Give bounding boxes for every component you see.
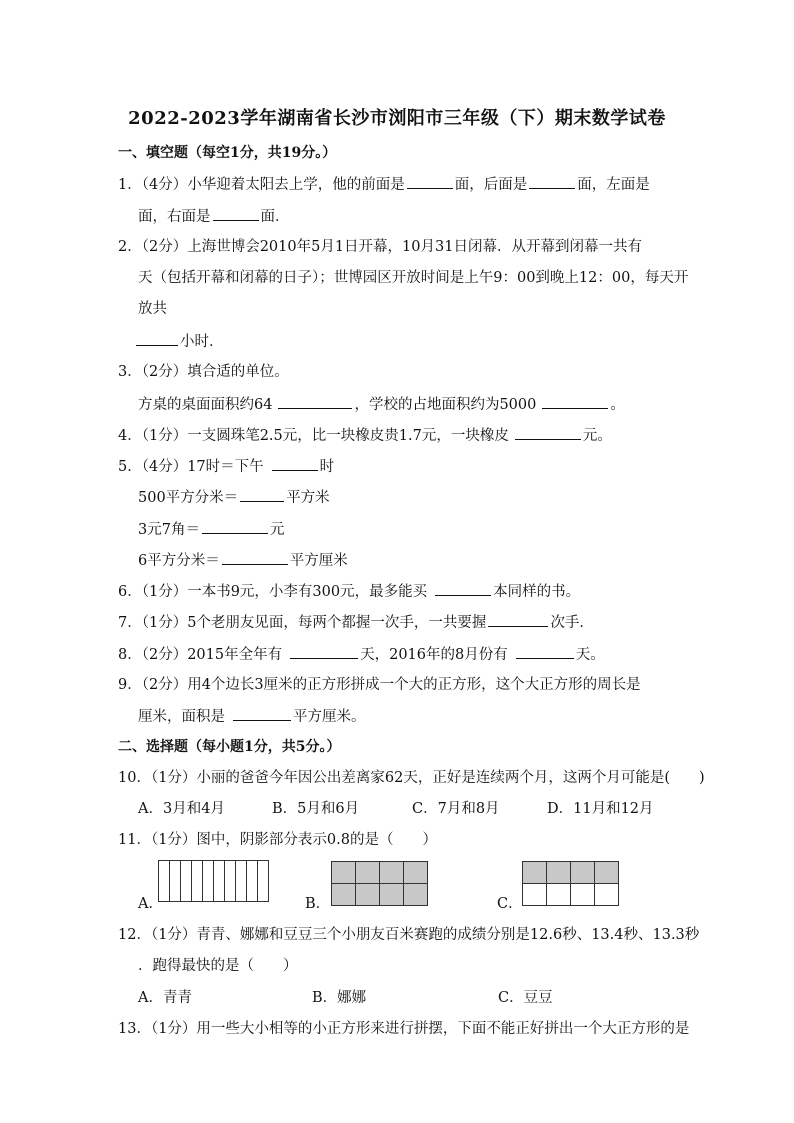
q8-text-b: 天，2016年的8月份有 (360, 647, 508, 663)
q5-text-a: 5．（4分）17时＝下午 (118, 459, 264, 475)
q11-figure-a[interactable] (159, 861, 269, 902)
q12-option-b[interactable]: B．娜娜 (312, 990, 367, 1006)
q6-blank-books[interactable] (435, 580, 491, 596)
question-7 (118, 611, 594, 634)
q5-blank-yuan[interactable] (202, 518, 268, 534)
q11-c-cell-empty (570, 883, 595, 906)
q3-blank-table-unit[interactable] (278, 393, 352, 409)
q9-text-b: 平方厘米。 (293, 709, 366, 725)
q1-text-c: 面，左面是 (577, 177, 650, 193)
question-2-line-3: 放共 (138, 301, 167, 317)
q11-b-cell-shaded (331, 883, 356, 906)
question-6 (118, 580, 580, 603)
q1-text-d: 面，右面是 (138, 209, 211, 225)
q1-text-a: 1．（4分）小华迎着太阳去上学，他的前面是 (118, 177, 405, 193)
q10-option-b[interactable]: B．5月和6月 (272, 801, 360, 817)
question-12-line-2: ．跑得最快的是（ ） (138, 958, 298, 974)
q2-blank-hours[interactable] (136, 330, 178, 346)
q10-option-d[interactable]: D．11月和12月 (547, 801, 654, 817)
question-3-line-1: 3．（2分）填合适的单位。 (118, 364, 289, 380)
q11-c-cell-shaded (570, 861, 595, 884)
section-fill-in-heading: 一、填空题（每空1分，共19分。） (118, 145, 337, 161)
q11-c-cell-shaded (594, 861, 619, 884)
question-8 (118, 643, 605, 666)
q11-b-cell-shaded (403, 861, 428, 884)
q8-blank-august-days[interactable] (516, 643, 574, 659)
q6-text-a: 6．（1分）一本书9元，小李有300元，最多能买 (118, 584, 428, 600)
q5-text-d: 平方米 (286, 490, 330, 506)
q11-a-strip-empty (257, 860, 269, 902)
q7-blank-handshakes[interactable] (488, 611, 548, 627)
q11-option-c-label[interactable]: C． (497, 896, 523, 912)
q6-text-b: 本同样的书。 (493, 584, 581, 600)
question-10-stem: 10．（1分）小丽的爸爸今年因公出差离家62天，正好是连续两个月，这两个月可能是( ) (118, 770, 705, 786)
q12-option-a[interactable]: A．青青 (138, 990, 192, 1006)
q10-option-a[interactable]: A．3月和4月 (138, 801, 225, 817)
question-1-line-1 (118, 173, 650, 196)
q7-text-b: 次手． (550, 615, 594, 631)
exam-title: 2022-2023学年湖南省长沙市浏阳市三年级（下）期末数学试卷 (128, 108, 666, 129)
question-5-line-1 (118, 455, 334, 478)
q5-text-g: 6平方分米＝ (138, 553, 220, 569)
q7-text-a: 7．（1分）5个老朋友见面，每两个都握一次手，一共要握 (118, 615, 487, 631)
q11-b-cell-shaded (379, 883, 404, 906)
q5-blank-hour[interactable] (272, 455, 318, 471)
question-13-line-1: 13．（1分）用一些大小相等的小正方形来进行拼摆，下面不能正好拼出一个大正方形的是 (118, 1021, 690, 1037)
q1-blank-right[interactable] (213, 205, 259, 221)
q4-text-b: 元。 (582, 428, 612, 444)
q11-b-cell-shaded (355, 861, 380, 884)
q11-c-cell-empty (594, 883, 619, 906)
q1-blank-front[interactable] (407, 173, 453, 189)
question-9-line-2 (138, 705, 366, 728)
q5-text-h: 平方厘米 (289, 553, 348, 569)
q11-c-cell-empty (546, 883, 571, 906)
question-5-line-4 (138, 549, 348, 572)
q3-text-b: ，学校的占地面积约为5000 (354, 397, 537, 413)
q4-blank-eraser[interactable] (515, 424, 581, 440)
q11-b-cell-shaded (331, 861, 356, 884)
question-2-line-2: 天（包括开幕和闭幕的日子）；世博园区开放时间是上午9：00到晚上12：00，每天开 (138, 270, 689, 286)
q11-b-cell-shaded (355, 883, 380, 906)
q11-c-cell-empty (522, 883, 547, 906)
question-2-line-4 (134, 330, 224, 353)
q11-option-b-label[interactable]: B． (305, 896, 331, 912)
q2-text-hours: 小时． (180, 334, 224, 350)
q12-option-c[interactable]: C．豆豆 (498, 990, 553, 1006)
q3-text-a: 方桌的桌面面积约64 (138, 397, 273, 413)
question-12-line-1: 12．（1分）青青、娜娜和豆豆三个小朋友百米赛跑的成绩分别是12.6秒、13.4秒、13.3秒 (118, 927, 700, 943)
q5-blank-sqcm[interactable] (222, 549, 288, 565)
section-choice-heading: 二、选择题（每小题1分，共5分。） (118, 739, 341, 755)
q8-text-c: 天。 (575, 647, 605, 663)
q1-text-e: 面． (260, 209, 290, 225)
q4-text-a: 4．（1分）一支圆珠笔2.5元，比一块橡皮贵1.7元，一块橡皮 (118, 428, 509, 444)
q3-blank-school-unit[interactable] (542, 393, 608, 409)
q5-text-e: 3元7角＝ (138, 522, 200, 538)
q11-option-a-label[interactable]: A． (138, 896, 163, 912)
q3-text-c: 。 (610, 397, 625, 413)
question-11-stem: 11．（1分）图中，阴影部分表示0.8的是（ ） (118, 832, 437, 848)
q10-option-c[interactable]: C．7月和8月 (412, 801, 500, 817)
q9-blank-area[interactable] (233, 705, 291, 721)
q11-b-cell-shaded (403, 883, 428, 906)
q8-blank-2015-days[interactable] (290, 643, 358, 659)
question-9-line-1: 9．（2分）用4个边长3厘米的正方形拼成一个大的正方形，这个大正方形的周长是 (118, 677, 641, 693)
q9-text-a: 厘米，面积是 (138, 709, 225, 725)
q5-text-c: 500平方分米＝ (138, 490, 239, 506)
q11-b-cell-shaded (379, 861, 404, 884)
q5-text-f: 元 (269, 522, 285, 538)
q8-text-a: 8．（2分）2015年全年有 (118, 647, 283, 663)
question-4 (118, 424, 612, 447)
q1-text-b: 面，后面是 (454, 177, 528, 193)
question-5-line-2 (138, 486, 330, 509)
question-5-line-3 (138, 518, 284, 541)
q11-c-cell-shaded (546, 861, 571, 884)
question-1-line-2 (138, 205, 290, 228)
question-2-line-1: 2．（2分）上海世博会2010年5月1日开幕，10月31日闭幕．从开幕到闭幕一共有 (118, 239, 642, 255)
question-3-line-2 (138, 393, 625, 416)
q11-c-cell-shaded (522, 861, 547, 884)
q5-text-b: 时 (319, 459, 335, 475)
q5-blank-sqm[interactable] (240, 486, 284, 502)
q1-blank-back[interactable] (529, 173, 575, 189)
